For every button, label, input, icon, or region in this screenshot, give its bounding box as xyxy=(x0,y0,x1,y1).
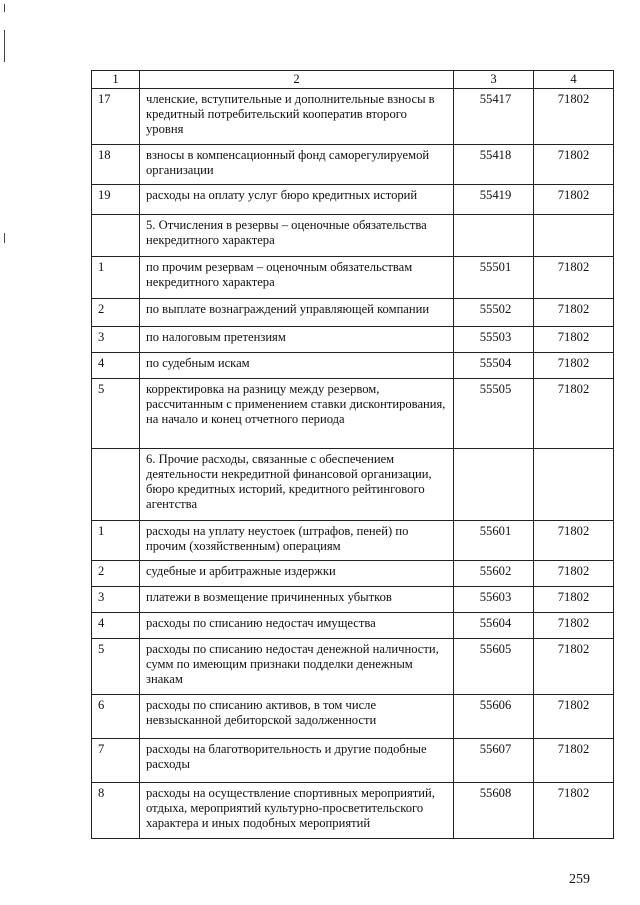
scan-margin-mark-top xyxy=(4,4,5,12)
scan-margin-mark-middle xyxy=(4,233,5,243)
row-code: 55608 xyxy=(454,783,534,839)
page-number: 259 xyxy=(569,872,590,887)
row-description: корректировка на разницу между резервом, рассчитанным с применением ставки дисконтирования, на начало и конец отчетного периода xyxy=(140,379,454,449)
row-code: 55604 xyxy=(454,613,534,639)
header-col-2: 2 xyxy=(140,71,454,89)
row-account: 71802 xyxy=(534,561,614,587)
row-code xyxy=(454,449,534,521)
row-account: 71802 xyxy=(534,299,614,327)
row-account: 71802 xyxy=(534,379,614,449)
table-row xyxy=(92,639,614,695)
row-description: 5. Отчисления в резервы – оценочные обязательства некредитного характера xyxy=(140,215,454,257)
accounts-table xyxy=(91,70,614,839)
table-row xyxy=(92,695,614,739)
row-description: расходы по списанию недостач денежной наличности, сумм по имеющим признаки подделки денежным знакам xyxy=(140,639,454,695)
row-number: 4 xyxy=(92,353,140,379)
row-description: расходы на оплату услуг бюро кредитных историй xyxy=(140,185,454,215)
row-description: 6. Прочие расходы, связанные с обеспечением деятельности некредитной финансовой организации, бюро кредитных историй, кредитного рейтингового агентства xyxy=(140,449,454,521)
row-account: 71802 xyxy=(534,613,614,639)
row-number: 3 xyxy=(92,327,140,353)
row-description: взносы в компенсационный фонд саморегулируемой организации xyxy=(140,145,454,185)
row-account: 71802 xyxy=(534,327,614,353)
table-row xyxy=(92,299,614,327)
row-code: 55601 xyxy=(454,521,534,561)
row-number: 3 xyxy=(92,587,140,613)
row-code: 55419 xyxy=(454,185,534,215)
row-code xyxy=(454,215,534,257)
row-code: 55417 xyxy=(454,89,534,145)
row-account xyxy=(534,449,614,521)
row-description: расходы на благотворительность и другие подобные расходы xyxy=(140,739,454,783)
row-description: по прочим резервам – оценочным обязательствам некредитного характера xyxy=(140,257,454,299)
table-row xyxy=(92,215,614,257)
row-account xyxy=(534,215,614,257)
row-number xyxy=(92,449,140,521)
row-description: расходы по списанию активов, в том числе невзысканной дебиторской задолженности xyxy=(140,695,454,739)
row-account: 71802 xyxy=(534,639,614,695)
table-row xyxy=(92,257,614,299)
row-code: 55501 xyxy=(454,257,534,299)
row-number: 6 xyxy=(92,695,140,739)
row-code: 55503 xyxy=(454,327,534,353)
row-description: платежи в возмещение причиненных убытков xyxy=(140,587,454,613)
header-col-1: 1 xyxy=(92,71,140,89)
row-number: 8 xyxy=(92,783,140,839)
row-code: 55505 xyxy=(454,379,534,449)
row-number: 1 xyxy=(92,257,140,299)
row-code: 55603 xyxy=(454,587,534,613)
table-row xyxy=(92,89,614,145)
row-description: расходы по списанию недостач имущества xyxy=(140,613,454,639)
table-row xyxy=(92,783,614,839)
header-col-3: 3 xyxy=(454,71,534,89)
row-account: 71802 xyxy=(534,695,614,739)
header-col-4: 4 xyxy=(534,71,614,89)
table-row xyxy=(92,521,614,561)
row-code: 55606 xyxy=(454,695,534,739)
row-number xyxy=(92,215,140,257)
row-account: 71802 xyxy=(534,353,614,379)
table-row xyxy=(92,739,614,783)
row-code: 55504 xyxy=(454,353,534,379)
row-account: 71802 xyxy=(534,739,614,783)
row-description: судебные и арбитражные издержки xyxy=(140,561,454,587)
row-description: расходы на осуществление спортивных мероприятий, отдыха, мероприятий культурно-просветительского характера и иных подобных мероприятий xyxy=(140,783,454,839)
row-number: 5 xyxy=(92,379,140,449)
scan-margin-mark-upper xyxy=(4,30,5,62)
row-account: 71802 xyxy=(534,521,614,561)
table-row xyxy=(92,145,614,185)
row-account: 71802 xyxy=(534,783,614,839)
row-number: 5 xyxy=(92,639,140,695)
row-code: 55607 xyxy=(454,739,534,783)
row-number: 19 xyxy=(92,185,140,215)
row-description: по судебным искам xyxy=(140,353,454,379)
table-row xyxy=(92,449,614,521)
row-code: 55418 xyxy=(454,145,534,185)
row-code: 55602 xyxy=(454,561,534,587)
row-number: 2 xyxy=(92,561,140,587)
row-account: 71802 xyxy=(534,89,614,145)
row-number: 1 xyxy=(92,521,140,561)
row-account: 71802 xyxy=(534,257,614,299)
table-row xyxy=(92,379,614,449)
row-description: расходы на уплату неустоек (штрафов, пеней) по прочим (хозяйственным) операциям xyxy=(140,521,454,561)
row-number: 17 xyxy=(92,89,140,145)
row-description: членские, вступительные и дополнительные взносы в кредитный потребительский кооператив второго уровня xyxy=(140,89,454,145)
row-code: 55605 xyxy=(454,639,534,695)
table-row xyxy=(92,561,614,587)
row-number: 2 xyxy=(92,299,140,327)
table-row xyxy=(92,353,614,379)
row-account: 71802 xyxy=(534,587,614,613)
table-row xyxy=(92,185,614,215)
row-number: 18 xyxy=(92,145,140,185)
table-row xyxy=(92,613,614,639)
row-number: 4 xyxy=(92,613,140,639)
row-code: 55502 xyxy=(454,299,534,327)
row-number: 7 xyxy=(92,739,140,783)
table-body xyxy=(92,71,614,839)
table-row xyxy=(92,327,614,353)
row-account: 71802 xyxy=(534,185,614,215)
row-description: по выплате вознаграждений управляющей компании xyxy=(140,299,454,327)
row-description: по налоговым претензиям xyxy=(140,327,454,353)
table-header-row xyxy=(92,71,614,89)
row-account: 71802 xyxy=(534,145,614,185)
table-row xyxy=(92,587,614,613)
